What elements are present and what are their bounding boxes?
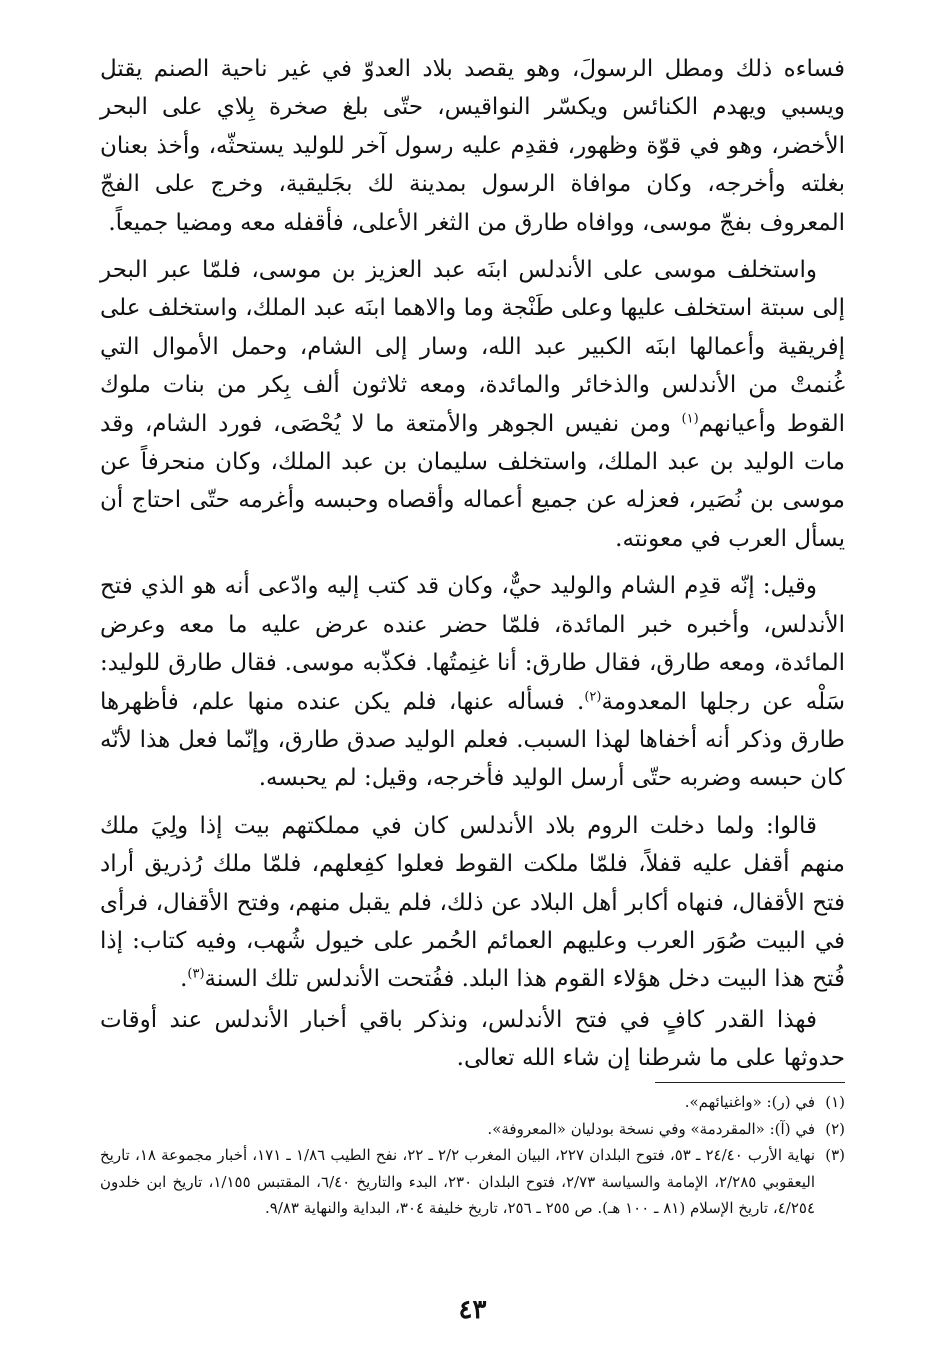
page-number: ٤٣ [458,1295,487,1325]
paragraph-4-text-cont: . [180,966,188,993]
footnote-3 [100,1142,845,1222]
paragraph-3-text: وقيل: إنّه قدِم الشام والوليد حيٌّ، وكان قد كتب إليه وادّعى أنه هو الذي فتح الأندلس، وأخبره خبر المائدة، فلمّا حضر عنده عرض عليه ما معه وعرض المائدة، ومعه طارق، فقال طارق: أنا غنِمتُها. فكذّبه موسى. فقال طارق للوليد: سَلْه عن رجلها المعدومة [100,573,845,715]
footnotes [100,1089,845,1222]
paragraph-2-text-cont: ومن نفيس الجوهر والأمتعة ما لا يُحْصَى، فورد الشام، وقد مات الوليد بن عبد الملك، واستخلف سليمان بن عبد الملك، وكان منحرفاً عن موسى بن نُصَير، فعزله عن جميع أعماله وأقصاه وحبسه وأغرمه حتّى احتاج أن يسأل العرب في معونته. [100,410,845,552]
footnote-ref-2[interactable]: (٢) [584,688,602,704]
footnote-ref-3[interactable]: (٣) [187,966,205,982]
paragraph-3-text-cont: . فسأله عنها، فلم يكن عنده منها علم، فأظهرها طارق وذكر أنه أخفاها لهذا السبب. فعلم الوليد صدق طارق، وإنّما فعل هذا لأنّه كان حبسه وضربه حتّى أرسل الوليد فأخرجه، وقيل: لم يحبسه. [100,688,845,792]
paragraph-5 [100,1001,845,1078]
paragraph-4-text: قالوا: ولما دخلت الروم بلاد الأندلس كان في مملكتهم بيت إذا ولِيَ ملك منهم أقفل عليه قفلاً، فلمّا ملكت القوط فعلوا كفِعلهم، فلمّا ملك رُذريق أراد فتح الأقفال، فنهاه أكابر أهل البلاد عن ذلك، فلم يقبل منهم، وفتح الأقفال، فرأى في البيت صُوَر العرب وعليهم العمائم الحُمر على خيول شُهب، وفيه كتاب: إذا فُتح هذا البيت دخل هؤلاء القوم هذا البلد. ففُتحت الأندلس تلك السنة [100,812,845,993]
footnote-number: (٣) [825,1146,845,1165]
footnote-text: في (ر): «واغنيائهم». [684,1093,815,1112]
footnote-text: نهاية الأرب ٢٤/٤٠ ـ ٥٣، فتوح البلدان ٢٢٧، البيان المغرب ٢/٢ ـ ٢٢، نفح الطيب ١/٨٦ ـ ١٧١، أخبار مجموعة ١٨، تاريخ اليعقوبي ٢/٢٨٥، الإمامة والسياسة ٢/٧٣، فتوح البلدان ٢٣٠، البدء والتاريخ ٦/٤٠، المقتبس ١/١٥٥، تاريخ ابن خلدون ٤/٢٥٤، تاريخ الإسلام (٨١ ـ ١٠٠ هـ). ص ٢٥٥ ـ ٢٥٦، تاريخ خليفة ٣٠٤، البداية والنهاية ٩/٨٣. [100,1146,816,1218]
paragraph-2-text: واستخلف موسى على الأندلس ابنَه عبد العزيز بن موسى، فلمّا عبر البحر إلى سبتة استخلف عليها وعلى طَنْجة وما والاهما ابنَه عبد الملك، واستخلف على إفريقية وأعمالها ابنَه الكبير عبد الله، وسار إلى الشام، وحمل الأموال التي غُنمتْ من الأندلس والذخائر والمائدة، ومعه ثلاثون ألف بِكر من بنات ملوك القوط وأعيانهم [100,257,846,437]
paragraph-3 [100,567,845,797]
footnote-ref-1[interactable]: (١) [681,411,699,426]
footnote-2 [100,1116,845,1143]
paragraph-5-text: فهذا القدر كافٍ في فتح الأندلس، ونذكر باقي أخبار الأندلس عند أوقات حدوثها على ما شرطنا إن شاء الله تعالى. [100,1006,845,1072]
footnote-1 [100,1089,845,1116]
footnote-text: في (آ): «المقردمة» وفي نسخة بودليان «المعروفة». [487,1119,815,1138]
footnote-divider [655,1082,845,1084]
footnote-number: (٢) [825,1119,845,1138]
paragraph-1 [100,50,845,242]
paragraph-1-text: فساءه ذلك ومطل الرسولَ، وهو يقصد بلاد العدوّ في غير ناحية الصنم يقتل ويسبي ويهدم الكنائس ويكسّر النواقيس، حتّى بلغ صخرة بِلاي على البحر الأخضر، وهو في قوّة وظهور، فقدِم عليه رسول آخر للوليد يستحثّه، وأخذ بعنان بغلته وأخرجه، وكان موافاة الرسول بمدينة لك بجَليقية، وخرج على الفجّ المعروف بفجّ موسى، ووافاه طارق من الثغر الأعلى، فأقفله معه ومضيا جميعاً. [100,56,845,236]
paragraph-4 [100,807,845,999]
paragraph-2 [100,251,845,558]
footnote-number: (١) [825,1093,845,1112]
